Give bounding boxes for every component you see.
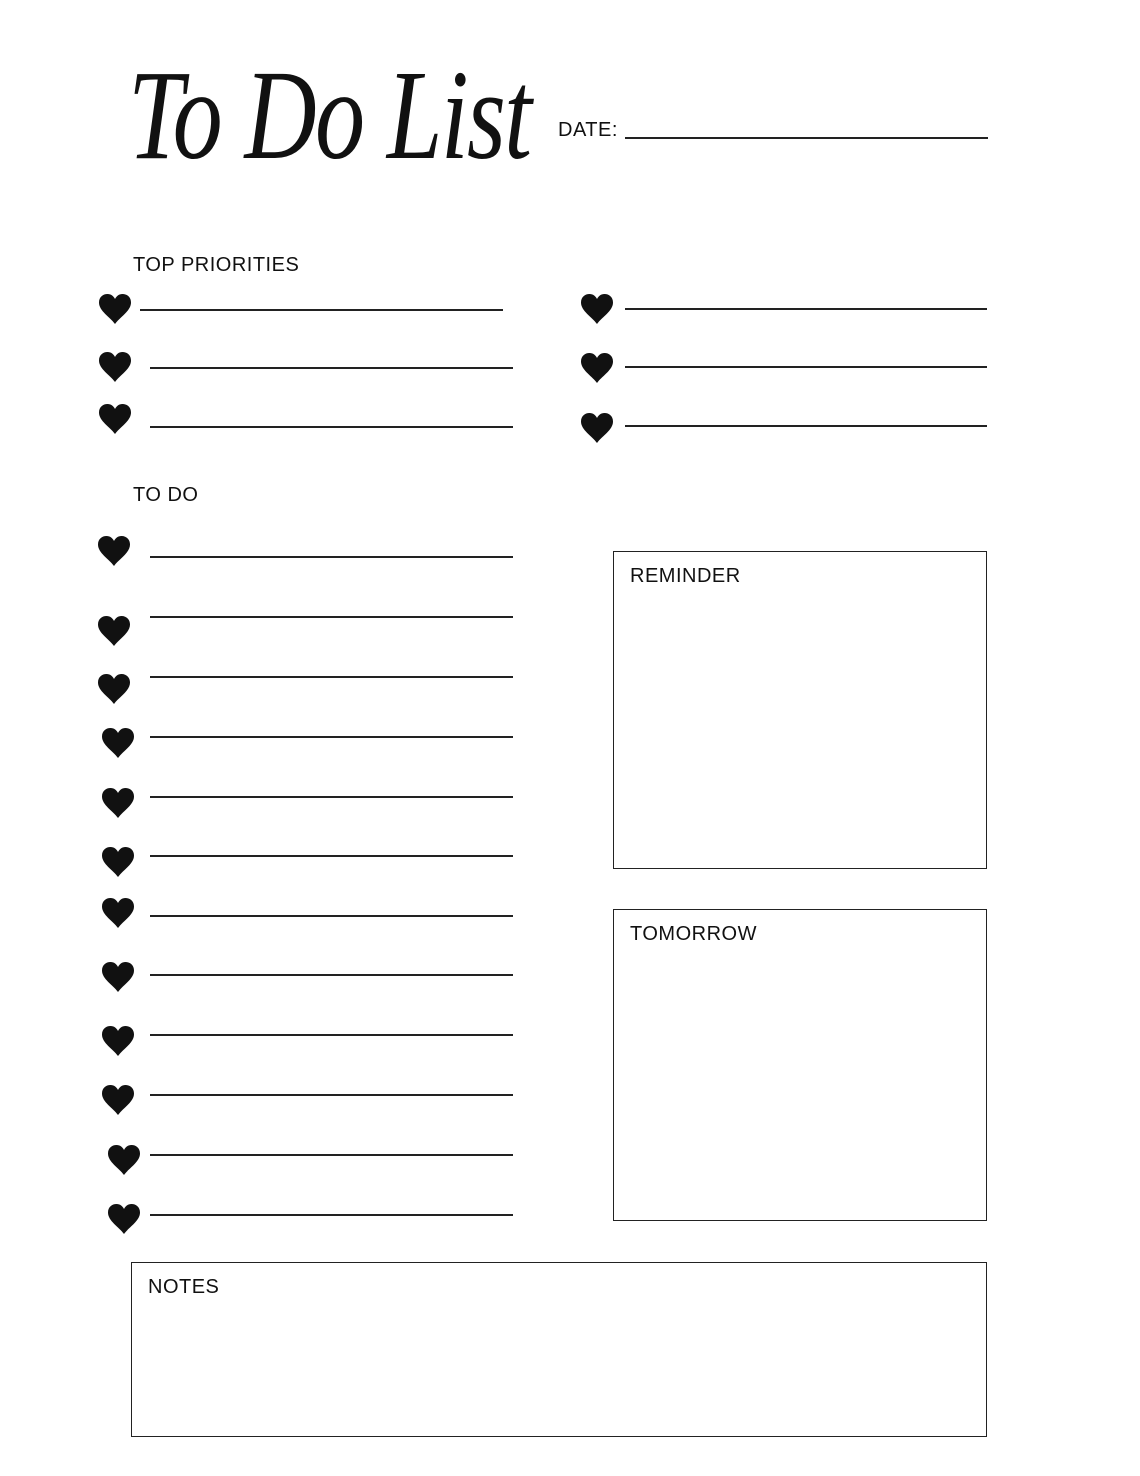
heart-icon — [98, 403, 132, 435]
heart-icon — [580, 352, 614, 384]
heart-icon — [98, 293, 132, 325]
priority-line[interactable] — [150, 426, 513, 428]
heart-icon — [580, 293, 614, 325]
heart-icon — [101, 1084, 135, 1116]
priority-line[interactable] — [625, 425, 987, 427]
reminder-heading: REMINDER — [630, 565, 741, 587]
todo-line[interactable] — [150, 676, 513, 678]
tomorrow-heading: TOMORROW — [630, 923, 757, 945]
heart-icon — [101, 846, 135, 878]
heart-icon — [101, 1025, 135, 1057]
heart-icon — [101, 897, 135, 929]
priority-line[interactable] — [150, 367, 513, 369]
todo-line[interactable] — [150, 1214, 513, 1216]
priority-line[interactable] — [625, 308, 987, 310]
heart-icon — [101, 961, 135, 993]
to-do-heading: TO DO — [133, 484, 199, 506]
heart-icon — [107, 1144, 141, 1176]
priority-line[interactable] — [625, 366, 987, 368]
heart-icon — [98, 351, 132, 383]
heart-icon — [97, 615, 131, 647]
heart-icon — [97, 673, 131, 705]
date-label: DATE: — [558, 119, 618, 141]
todo-line[interactable] — [150, 736, 513, 738]
heart-icon — [107, 1203, 141, 1235]
notes-heading: NOTES — [148, 1276, 220, 1298]
notes-box[interactable] — [131, 1262, 987, 1437]
todo-line[interactable] — [150, 1154, 513, 1156]
heart-icon — [101, 787, 135, 819]
priority-line[interactable] — [140, 309, 503, 311]
todo-line[interactable] — [150, 855, 513, 857]
todo-line[interactable] — [150, 616, 513, 618]
date-field[interactable] — [625, 137, 988, 139]
heart-icon — [580, 412, 614, 444]
tomorrow-box[interactable] — [613, 909, 987, 1221]
heart-icon — [97, 535, 131, 567]
todo-line[interactable] — [150, 1034, 513, 1036]
reminder-box[interactable] — [613, 551, 987, 869]
todo-line[interactable] — [150, 974, 513, 976]
heart-icon — [101, 727, 135, 759]
todo-line[interactable] — [150, 1094, 513, 1096]
todo-line[interactable] — [150, 796, 513, 798]
todo-line[interactable] — [150, 556, 513, 558]
top-priorities-heading: TOP PRIORITIES — [133, 254, 300, 276]
todo-line[interactable] — [150, 915, 513, 917]
page-title: To Do List — [128, 44, 531, 186]
